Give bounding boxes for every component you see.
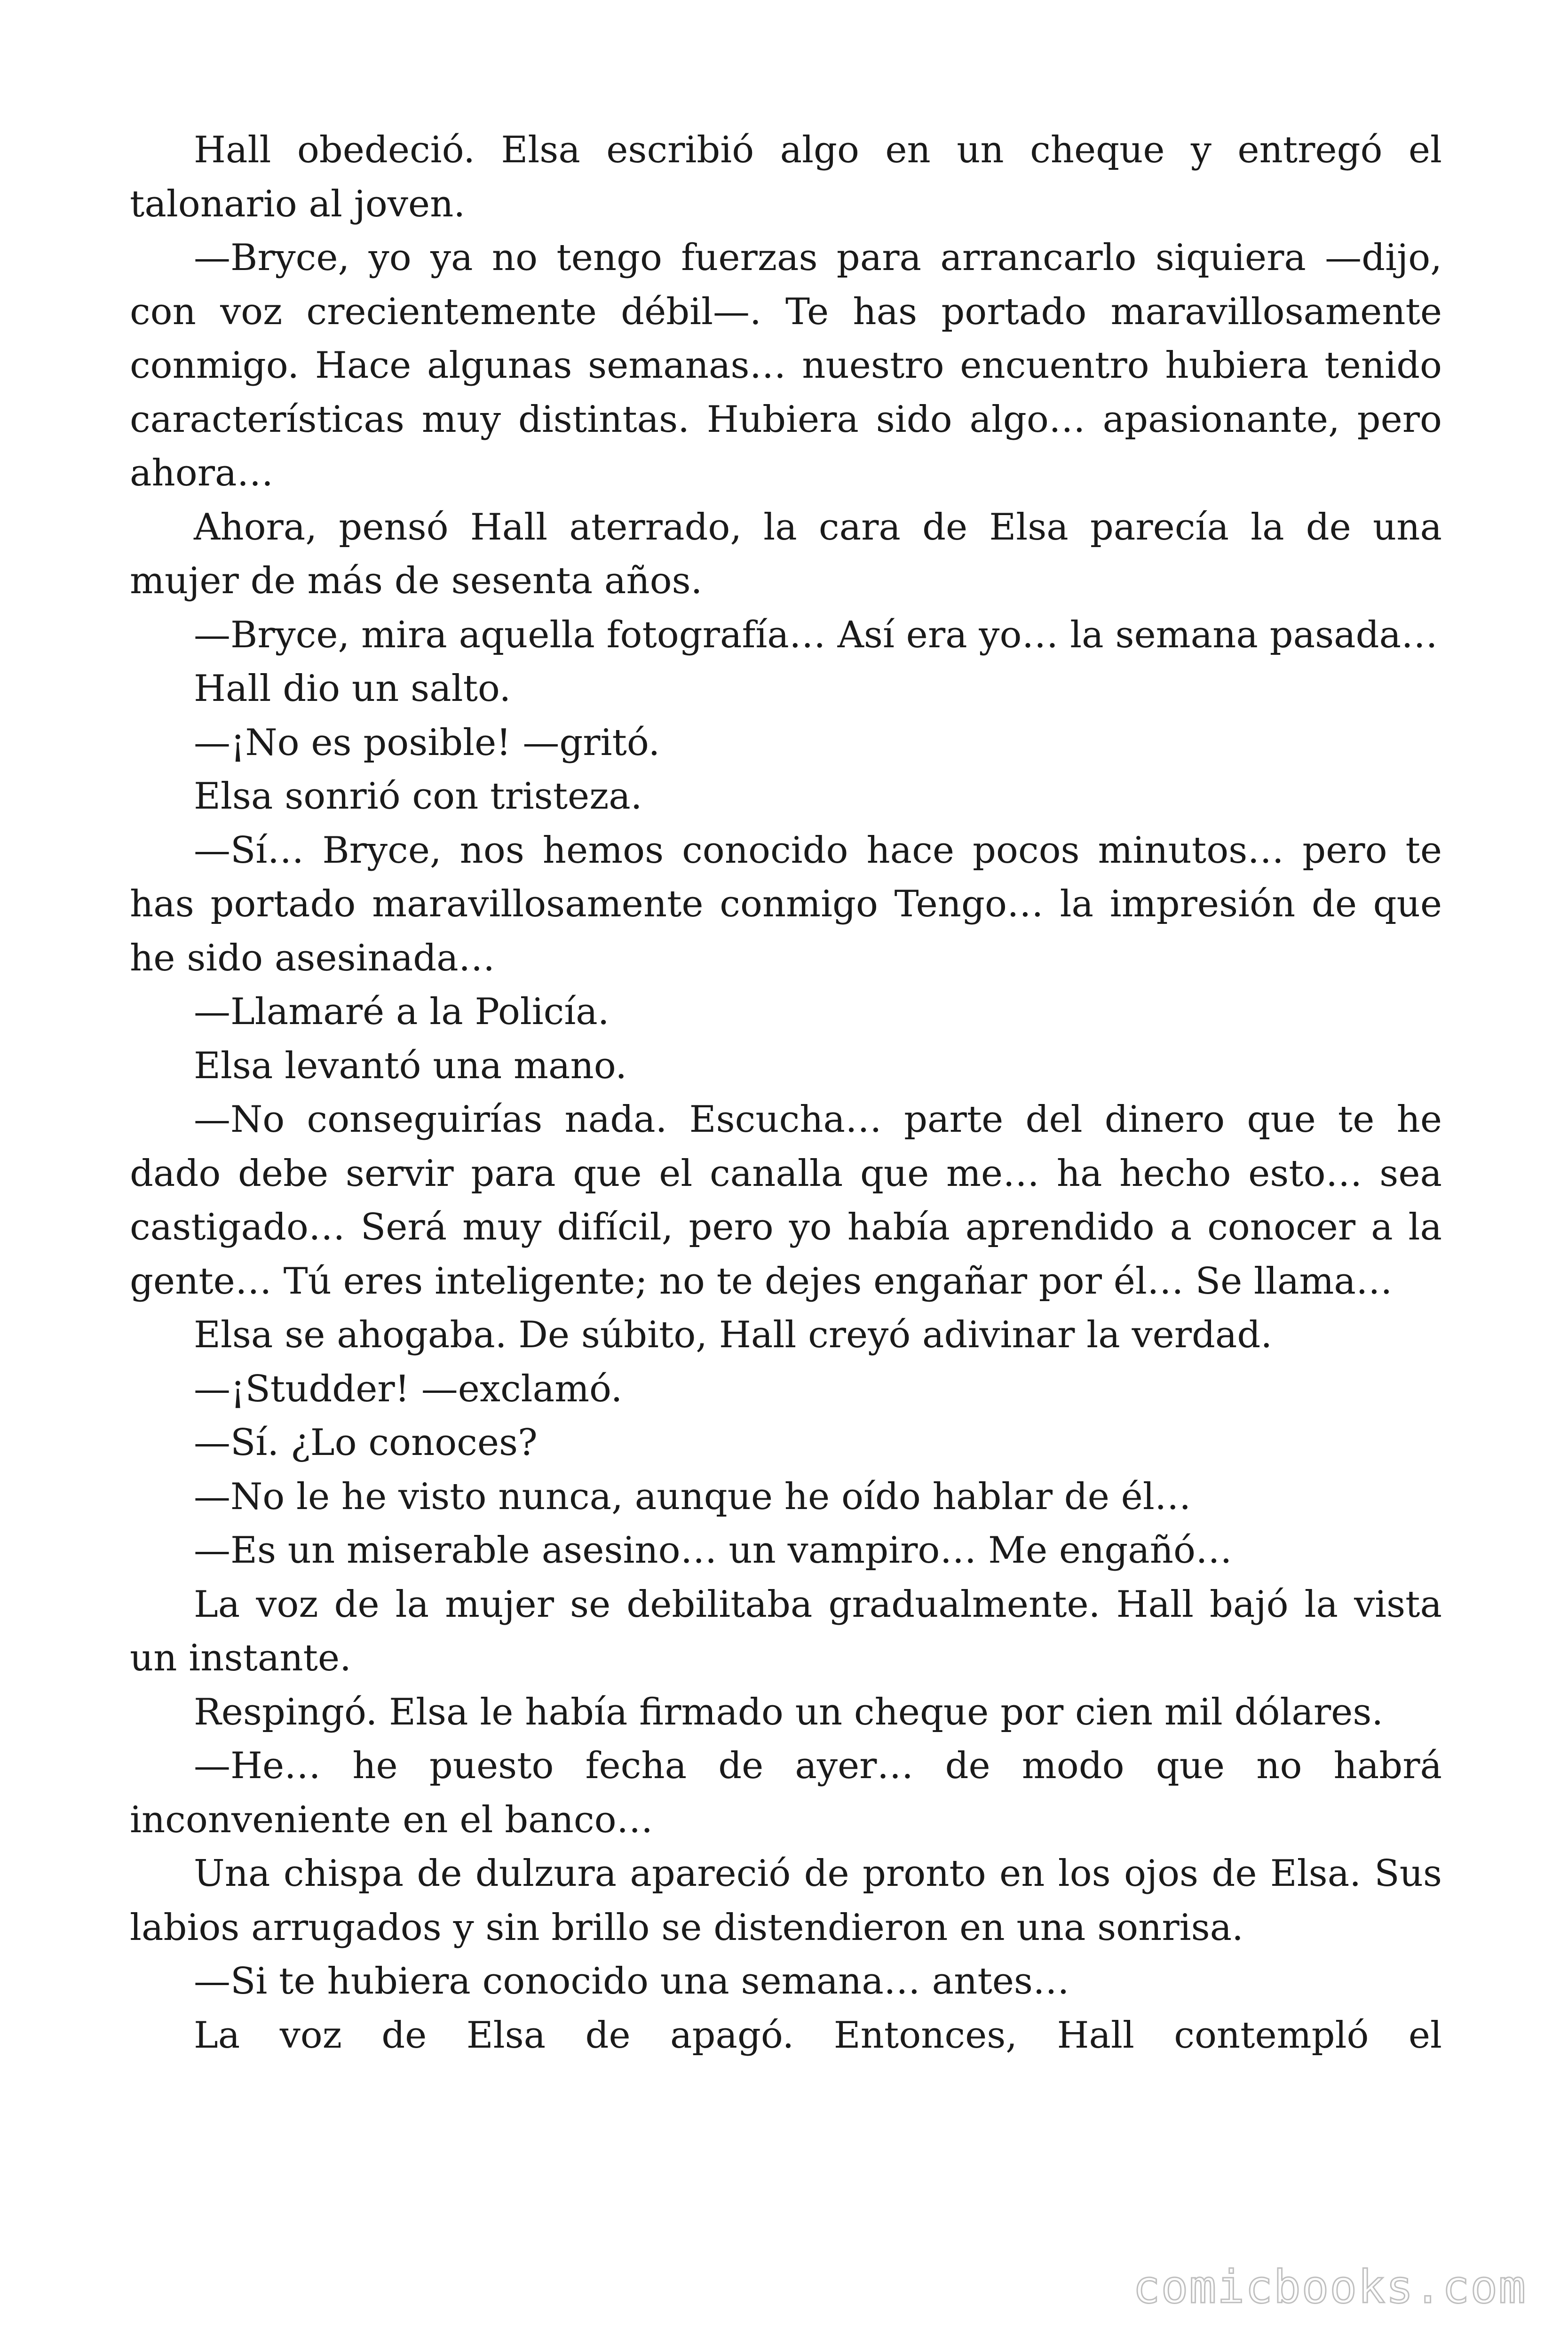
paragraph: La voz de la mujer se debilitaba gradualmente. Hall bajó la vista un instante. [130, 1583, 1442, 1679]
paragraph: Elsa sonrió con tristeza. [194, 775, 642, 818]
paragraph: Ahora, pensó Hall aterrado, la cara de Elsa parecía la de una mujer de más de sesenta años. [130, 506, 1442, 602]
paragraph: Respingó. Elsa le había firmado un cheque por cien mil dólares. [194, 1691, 1384, 1733]
paragraph: —Sí… Bryce, nos hemos conocido hace pocos minutos… pero te has portado maravillosamente conmigo Tengo… la impresión de que he sido asesinada… [130, 829, 1442, 979]
paragraph: —No le he visto nunca, aunque he oído hablar de él… [194, 1475, 1191, 1518]
paragraph: —Si te hubiera conocido una semana… antes… [194, 1960, 1069, 2002]
paragraph-continued: La voz de Elsa de apagó. Entonces, Hall contempló el [194, 2014, 1442, 2057]
paragraph: —Bryce, yo ya no tengo fuerzas para arrancarlo siquiera —dijo, con voz crecientemente débil—. Te has portado maravillosamente conmigo. Hace algunas semanas… nuestro encuentro hubiera tenido características muy distintas. Hubiera sido algo… apasionante, pero ahora… [130, 237, 1442, 494]
paragraph: —Bryce, mira aquella fotografía… Así era yo… la semana pasada… [194, 613, 1438, 656]
body-text [130, 123, 1442, 2062]
paragraph: —He… he puesto fecha de ayer… de modo que no habrá inconveniente en el banco… [130, 1745, 1442, 1841]
paragraph: Hall dio un salto. [194, 667, 511, 710]
paragraph: Una chispa de dulzura apareció de pronto en los ojos de Elsa. Sus labios arrugados y sin brillo se distendieron en una sonrisa. [130, 1852, 1442, 1949]
paragraph: Elsa levantó una mano. [194, 1044, 627, 1087]
watermark: comicbooks.com [1132, 2261, 1527, 2313]
paragraph: —Llamaré a la Policía. [194, 991, 610, 1033]
paragraph: —No conseguirías nada. Escucha… parte del dinero que te he dado debe servir para que el canalla que me… ha hecho esto… sea castigado… Será muy difícil, pero yo había aprendido a conocer a la gente… Tú eres inteligente; no te dejes engañar por él… Se llama… [130, 1098, 1442, 1303]
paragraph: —¡No es posible! —gritó. [194, 721, 660, 764]
paragraph: Hall obedeció. Elsa escribió algo en un cheque y entregó el talonario al joven. [130, 129, 1442, 225]
paragraph: Elsa se ahogaba. De súbito, Hall creyó adivinar la verdad. [194, 1314, 1273, 1356]
paragraph: —Sí. ¿Lo conoces? [194, 1422, 538, 1464]
paragraph: —¡Studder! —exclamó. [194, 1367, 623, 1410]
paragraph: —Es un miserable asesino… un vampiro… Me engañó… [194, 1529, 1232, 1572]
